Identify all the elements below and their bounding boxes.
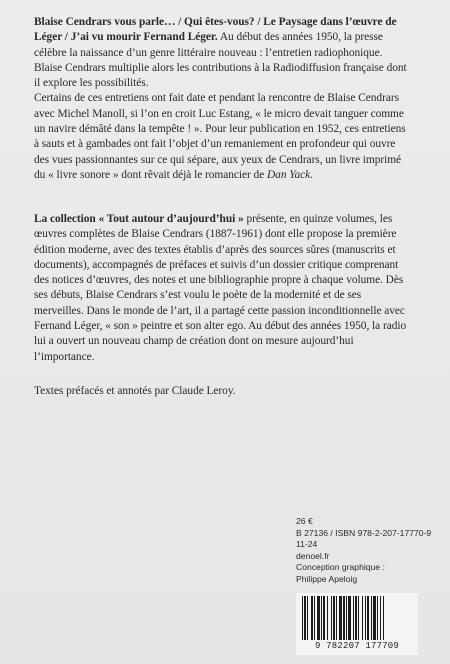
publication-info [296,516,450,586]
barcode-bar [304,596,306,640]
design-label: Conception graphique : [296,562,385,573]
barcode-bar [333,596,335,640]
barcode-bar [307,596,308,640]
description-paragraph-1: Blaise Cendrars vous parle… / Qui êtes-vous? / Le Paysage dans l’œuvre de Léger / J’ai vu mourir Fernand Léger. Au début des années 1950, la presse célèbre la naissance d’un genre littéraire nouveau : l’entretien radiophonique. Blaise Cendrars multiplie alors les contributions à la Radiodiffusion française dont il explore les possibilités. [34,16,407,90]
barcode-bar [317,596,320,640]
barcode-bar [331,596,332,640]
isbn: B 27136 / ISBN 978-2-207-17770-9 [296,527,432,538]
barcode-bar [348,596,351,640]
barcode-bar [367,596,369,640]
novel-title: Dan Yack [267,168,311,181]
barcode-bar [380,596,381,640]
description-block [34,15,412,183]
barcode-bar [311,596,313,640]
barcode-bar [377,596,378,640]
barcode-bar [346,596,347,640]
designer-name: Philippe Apeloig [296,573,358,584]
barcode-bar [314,596,315,640]
description-paragraph-2: Certains de ces entretiens ont fait date et pendant la rencontre de Blaise Cendrars avec Michel Manoll, si l’on en croit Luc Estang, « le micro devait tanguer comme un navire démâté dans la tempête ! ». Pour leur publication en 1952, ces entretiens à sauts et à gambades ont fait l’objet d’un remaniement en profondeur qui ouvre des vues passionnantes sur ce qui sépare, aux yeux de Cendrars, un livre imprimé du « livre sonore » dont rêvait déjà le romancier de Dan Yack. [34,92,406,181]
print-code: 11-24 [296,539,318,550]
collection-block [34,212,412,365]
barcode-bar [327,596,328,640]
barcode-bar [373,596,376,640]
barcode [296,593,418,655]
barcode-bar [383,596,384,640]
barcode-bar [362,596,363,640]
credits-line: Textes préfacés et annotés par Claude Leroy. [34,385,236,397]
titles-list: Blaise Cendrars vous parle… / Qui êtes-vous? / Le Paysage dans l’œuvre de Léger / J’ai vu mourir Fernand Léger. [34,16,397,44]
barcode-icon [296,593,418,643]
barcode-bar [302,596,303,640]
barcode-bar [339,596,342,640]
barcode-bar [323,596,325,640]
collection-name: La collection « Tout autour d’aujourd’hui » [34,213,244,225]
barcode-bar [353,596,354,640]
publisher-website: denoel.fr [296,550,330,561]
barcode-bar [321,596,322,640]
barcode-bar [365,596,366,640]
collection-paragraph: La collection « Tout autour d’aujourd’hui » présente, en quinze volumes, les œuvres complètes de Blaise Cendrars (1887-1961) dont elle propose la première édition moderne, avec des textes établis d’après des sources sûres (manuscrits et documents), accompagnés de préfaces et suivis d’un dossier critique comprenant des notices d’œuvres, des notes et une bibliographie propre à chaque volume. Dès ses débuts, Blaise Cendrars s’est voulu le poète de la modernité et de ses merveilles. Dans le monde de l’art, il a partagé cette passion inconditionnelle avec Fernand Léger, « son » peintre et son alter ego. Au début des années 1950, la radio lui a ouvert un nouveau champ de création dont on mesure aujourd’hui l’importance. [34,213,407,363]
price: 26 € [296,516,313,526]
barcode-bar [336,596,337,640]
barcode-number: 9 782207 177709 [314,641,399,651]
barcode-bar [343,596,345,640]
barcode-bar [358,596,359,640]
barcode-bar [355,596,357,640]
barcode-bar [371,596,372,640]
